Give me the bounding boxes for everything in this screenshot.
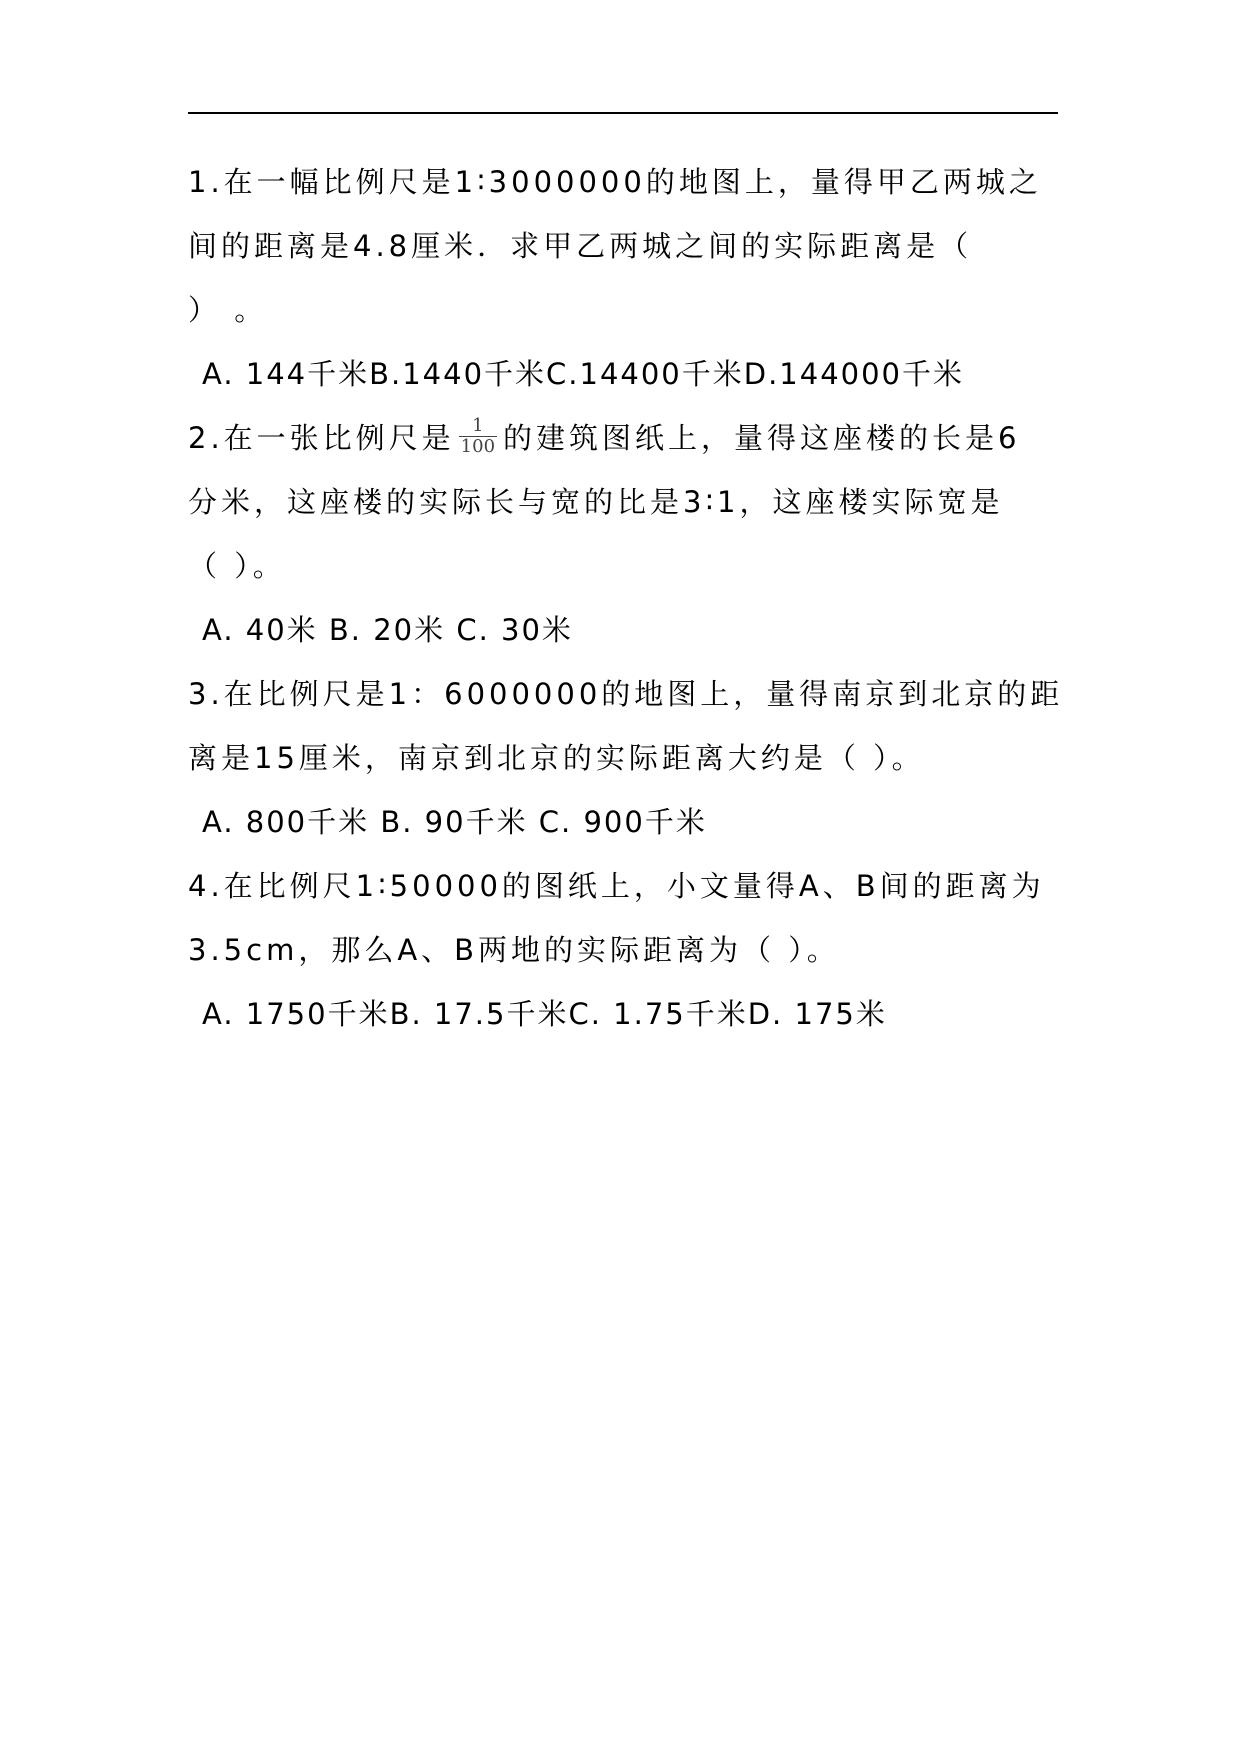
question-text-line: 3.5cm，那么A、B两地的实际距离为（ ）。 <box>188 933 840 967</box>
fraction-denominator: 100 <box>460 435 496 457</box>
question-1 <box>188 150 1068 406</box>
question-list <box>188 150 1068 1046</box>
scale-fraction <box>459 416 497 457</box>
question-text-line: （ ）。 <box>188 549 286 583</box>
fraction-numerator: 1 <box>459 416 497 437</box>
answer-options: A. 144千米B.1440千米C.14400千米D.144000千米 <box>202 357 965 391</box>
question-text-before-fraction: 2.在一张比例尺是 <box>188 421 455 455</box>
answer-options: A. 1750千米B. 17.5千米C. 1.75千米D. 175米 <box>202 997 887 1031</box>
question-text-line: 3.在比例尺是1：6000000的地图上，量得南京到北京的距 <box>188 677 1064 711</box>
question-text-line: 离是15厘米，南京到北京的实际距离大约是（ ）。 <box>188 741 925 775</box>
question-2 <box>188 406 1068 662</box>
question-text-line: 间的距离是4.8厘米．求甲乙两城之间的实际距离是（ <box>188 229 973 263</box>
question-text-line: 4.在比例尺1∶50000的图纸上，小文量得A、B间的距离为 <box>188 869 1045 903</box>
question-3 <box>188 662 1068 854</box>
question-text-line: ） 。 <box>188 293 268 327</box>
question-text-line: 分米，这座楼的实际长与宽的比是3∶1，这座楼实际宽是 <box>188 485 1004 519</box>
question-4 <box>188 854 1068 1046</box>
question-text-after-fraction: 的建筑图纸上，量得这座楼的长是6 <box>503 421 1021 455</box>
header-rule <box>188 112 1058 114</box>
question-text-line: 1.在一幅比例尺是1∶3000000的地图上，量得甲乙两城之 <box>188 165 1042 199</box>
answer-options: A. 40米 B. 20米 C. 30米 <box>202 613 573 647</box>
answer-options: A. 800千米 B. 90千米 C. 900千米 <box>202 805 707 839</box>
question-text-line <box>188 406 1068 470</box>
